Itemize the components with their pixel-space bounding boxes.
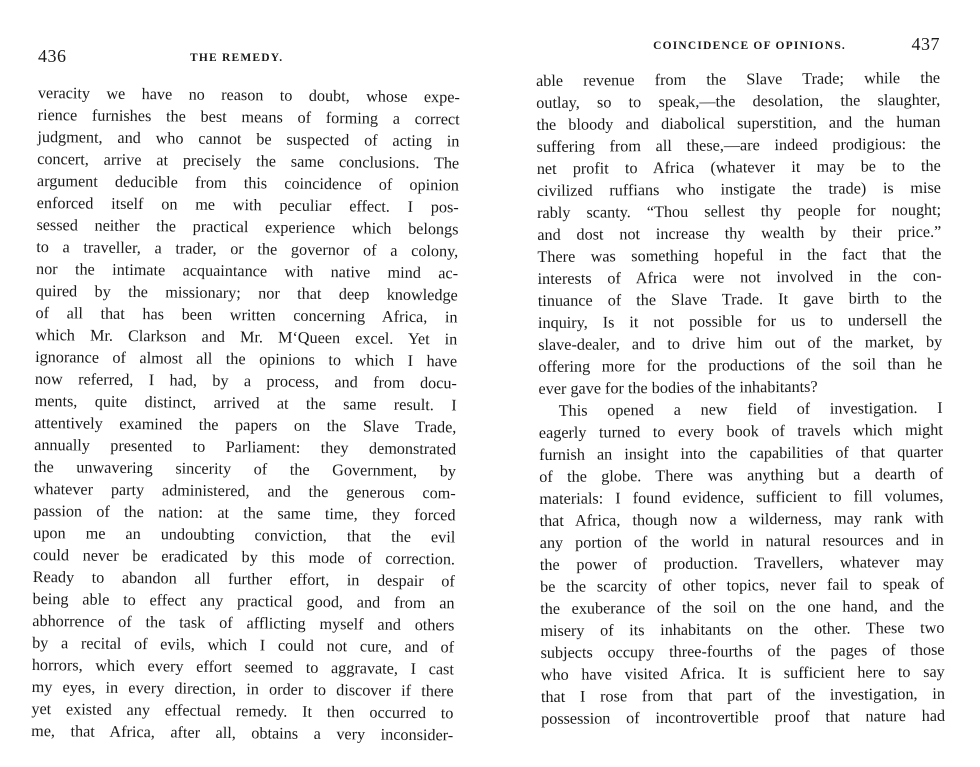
text-line: sessed neither the practical experience which belongs [36,215,459,239]
text-line: judgment, and who cannot be suspected of acting in [37,127,460,151]
left-page-body [31,82,460,746]
text-line: annually presented to Parliament: they demonstrated [34,435,457,459]
text-line: outlay, so to speak,—the desolation, the slaughter, [536,90,941,112]
text-line: that I rose from that part of the investigation, in [540,684,945,706]
text-line: There was something hopeful in the fact that the [537,244,942,266]
right-running-head: COINCIDENCE OF OPINIONS. [653,40,846,52]
text-line: argument deducible from this coincidence of opinion [36,171,460,195]
text-line: the power of production. Travellers, whatever may [539,552,944,574]
text-line: passion of the nation: at the same time, they forced [33,501,456,525]
text-line: ignorance of almost all the opinions to which I have [35,347,458,371]
text-line: whatever party administered, and the generous com- [33,479,456,503]
left-page-number: 436 [38,46,67,66]
text-line: materials: I found evidence, sufficient to fill volumes, [539,486,944,508]
text-line: my eyes, in every direction, in order to discover if there [31,677,454,701]
text-line: abhorrence of the task of afflicting myself and others [32,611,455,635]
text-line: inquiry, Is it not possible for us to undersell the [537,310,943,332]
text-line: suffering from all these,—are indeed prodigious: the [536,134,941,156]
text-line: slave-dealer, and to drive him out of the market, by [538,332,943,354]
right-page-number: 437 [911,34,940,54]
text-line: of the globe. There was anything but a dearth of [539,464,944,486]
text-line: possession of incontrovertible proof that nature had [541,706,946,728]
text-line: could never be eradicated by this mode of correction. [32,545,456,569]
text-line: misery of its inhabitants on the other. These two [540,618,945,640]
text-line: who have visited Africa. It is sufficient here to say [540,662,945,684]
text-line: me, that Africa, after all, obtains a very inconsider- [31,721,454,745]
right-page [490,0,980,767]
text-line: interests of Africa were not involved in the con- [537,266,942,288]
text-line: concert, arrive at precisely the same conclusions. The [37,149,460,173]
text-line: which Mr. Clarkson and Mr. M‘Queen excel. Yet in [35,325,458,349]
text-line: veracity we have no reason to doubt, whose expe- [37,83,460,107]
text-line: nor the intimate acquaintance with native mind ac- [35,259,459,283]
text-line: eagerly turned to every book of travels which might [538,420,943,442]
text-line: to a traveller, a trader, or the governor of a colony, [36,237,459,261]
text-line: of all that has been written concerning Africa, in [35,303,458,327]
text-line: now referred, I had, by a process, and from docu- [34,369,457,393]
text-line: and dost not increase thy wealth by their price.” [537,222,942,244]
text-line: rably scanty. “Thou sellest thy people for nought; [537,200,942,222]
text-line: offering more for the productions of the soil than he [538,354,943,376]
text-line: the bloody and diabolical superstition, and the human [536,112,941,134]
text-line: rience furnishes the best means of forming a correct [37,105,460,129]
text-line: being able to effect any practical good, and from an [32,589,455,613]
text-line: yet existed any effectual remedy. It then occurred to [31,699,454,723]
text-line: attentively examined the papers on the Slave Trade, [34,413,457,437]
text-line: Ready to abandon all further effort, in despair of [32,567,455,591]
text-line: be the scarcity of other topics, never fail to speak of [539,574,945,596]
right-page-body [536,67,945,730]
text-line: that Africa, though now a wilderness, may rank with [539,508,944,530]
right-page-header [536,34,940,62]
text-line: furnish an insight into the capabilities of that quarter [538,442,944,464]
text-line: horrors, which every effort seemed to aggravate, I cast [31,655,454,679]
text-line: enforced itself on me with peculiar effect. I pos- [36,193,459,217]
text-line: ever gave for the bodies of the inhabitants? [538,377,818,398]
text-line: by a recital of evils, which I could not cure, and of [32,633,455,657]
text-line: the unwavering sincerity of the Government, by [33,457,457,481]
text-line: the exuberance of the soil on the one hand, and the [540,596,945,618]
text-line: any portion of the world in natural resources and in [539,530,944,552]
text-line: subjects occupy three-fourths of the pages of those [540,640,945,662]
text-line: ments, quite distinct, arrived at the same result. I [34,391,457,415]
left-running-head: THE REMEDY. [190,52,284,64]
text-line: upon me an undoubting conviction, that the evil [33,523,456,547]
text-line: able revenue from the Slave Trade; while the [536,68,941,90]
text-line: civilized ruffians who instigate the trade) is mise [536,178,942,200]
left-page-header [38,34,460,66]
text-line: quired by the missionary; nor that deep knowledge [35,281,458,305]
text-line: net profit to Africa (whatever it may be to the [536,156,941,178]
text-line: tinuance of the Slave Trade. It gave birth to the [537,288,942,310]
text-line: This opened a new field of investigation. I [558,398,943,420]
